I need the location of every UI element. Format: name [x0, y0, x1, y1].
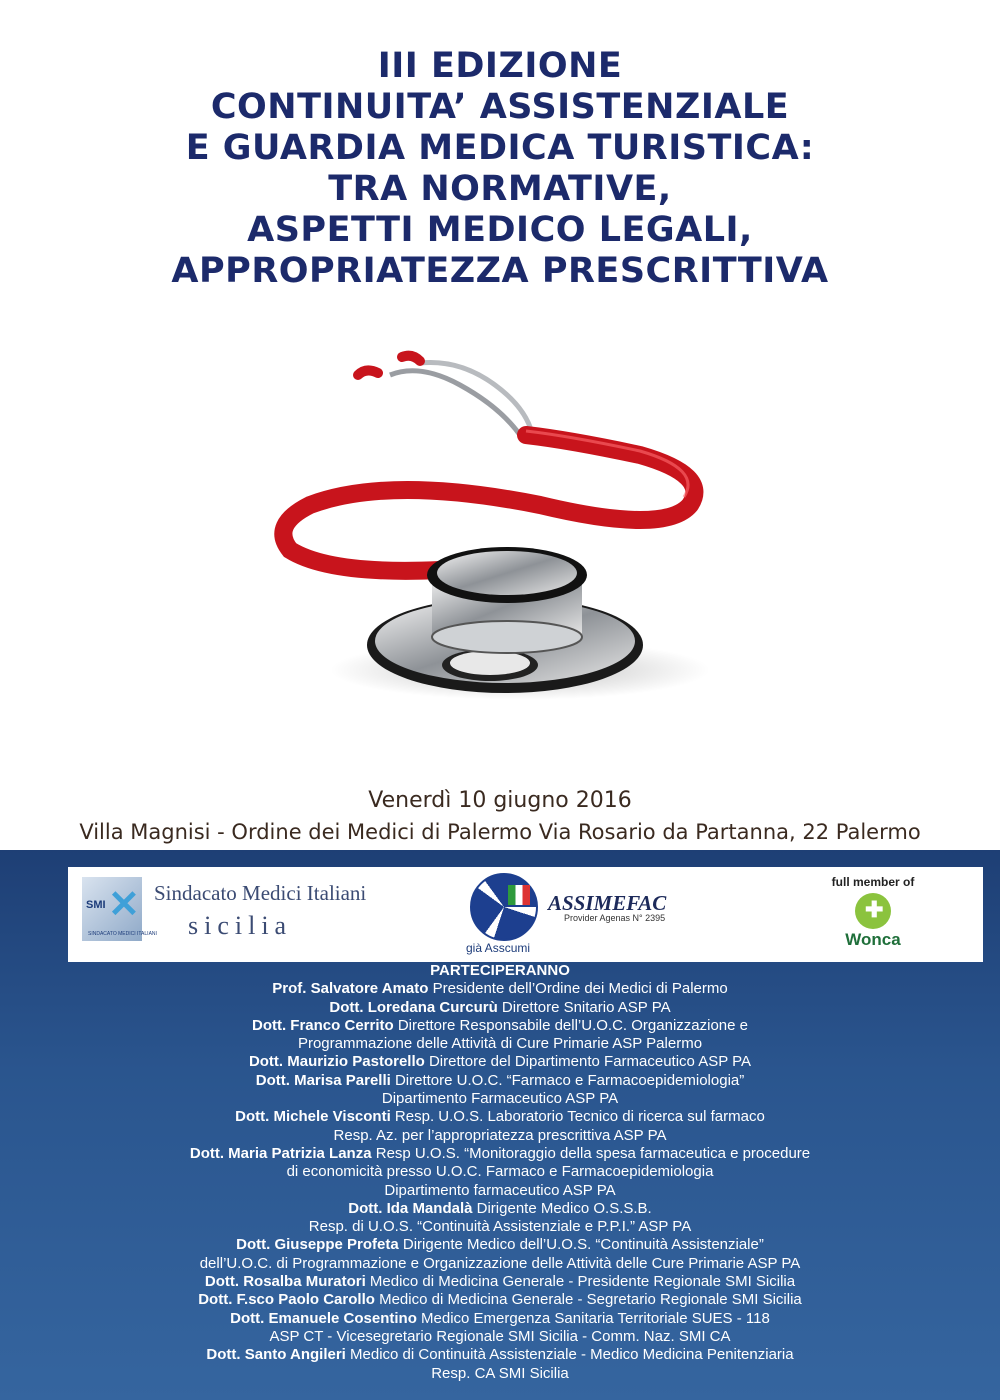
participant-line	[0, 999, 1000, 1017]
assimefac-caption: già Asscumi	[466, 941, 531, 955]
participant-line	[0, 1035, 1000, 1053]
event-venue: Villa Magnisi - Ordine dei Medici di Palermo Via Rosario da Partanna, 22 Palermo	[79, 820, 921, 844]
italian-flag-icon	[508, 885, 530, 905]
participant-name: Dott. F.sco Paolo Carollo	[198, 1291, 375, 1309]
participant-line	[0, 1108, 1000, 1126]
participant-line	[0, 1182, 1000, 1200]
participant-name: Dott. Marisa Parelli	[255, 1071, 391, 1089]
participant-line	[0, 1017, 1000, 1035]
participant-line	[0, 1090, 1000, 1108]
wonca-emblem-icon: ✚	[855, 893, 891, 929]
participant-line	[0, 1053, 1000, 1071]
participant-role: Programmazione delle Attività di Cure Primarie ASP Palermo	[297, 1035, 703, 1053]
participant-line	[0, 1127, 1000, 1145]
participant-name: Dott. Rosalba Muratori	[204, 1273, 366, 1291]
participant-name: Dott. Loredana Curcurù	[329, 998, 498, 1016]
smi-small-text: SINDACATO MEDICI ITALIANI	[88, 931, 157, 937]
participants-heading: PARTECIPERANNO	[430, 962, 570, 979]
participant-name: Prof. Salvatore Amato	[272, 980, 429, 998]
participant-line	[0, 980, 1000, 998]
participant-line	[0, 1273, 1000, 1291]
title-line: E GUARDIA MEDICA TURISTICA:	[185, 128, 815, 168]
title-line: CONTINUITA’ ASSISTENZIALE	[210, 87, 790, 127]
participant-role: ASP CT - Vicesegretario Regionale SMI Sicilia - Comm. Naz. SMI CA	[269, 1327, 731, 1345]
title-line: III EDIZIONE	[377, 46, 623, 86]
wonca-member-text: full member of	[831, 875, 915, 889]
smi-abbr: SMI	[86, 899, 106, 911]
participant-line	[0, 1255, 1000, 1273]
smi-logo	[82, 877, 367, 947]
title-line: APPROPRIATEZZA PRESCRITTIVA	[171, 251, 829, 291]
participant-role: Dipartimento farmaceutico ASP PA	[384, 1181, 616, 1199]
participant-role: Medico di Medicina Generale - Presidente Regionale SMI Sicilia	[365, 1273, 796, 1291]
camera-aperture-icon	[470, 873, 538, 941]
assimefac-name: ASSIMEFAC	[548, 891, 667, 915]
wonca-name: Wonca	[845, 930, 901, 949]
participant-name: Dott. Maurizio Pastorello	[248, 1053, 425, 1071]
participant-name: Dott. Maria Patrizia Lanza	[189, 1144, 372, 1162]
title-line: ASPETTI MEDICO LEGALI,	[247, 210, 753, 250]
participant-name: Dott. Ida Mandalà	[348, 1199, 473, 1217]
participant-role: Dirigente Medico O.S.S.B.	[472, 1199, 652, 1217]
participant-role: dell’U.O.C. di Programmazione e Organizzazione delle Attività delle Cure Primarie ASP PA	[199, 1254, 801, 1272]
stethoscope-illustration	[270, 345, 720, 715]
participant-role: Medico di Medicina Generale - Segretario Regionale SMI Sicilia	[374, 1291, 802, 1309]
participant-role: Dipartimento Farmaceutico ASP PA	[381, 1090, 619, 1108]
participant-name: Dott. Michele Visconti	[235, 1108, 391, 1126]
participant-role: Direttore Snitario ASP PA	[497, 998, 671, 1016]
event-date: Venerdì 10 giugno 2016	[368, 788, 632, 813]
participant-role: Medico Emergenza Sanitaria Territoriale SUES - 118	[416, 1309, 770, 1327]
participant-line	[0, 1163, 1000, 1181]
participant-line	[0, 1218, 1000, 1236]
participants-list	[0, 962, 1000, 1383]
participant-line	[0, 1310, 1000, 1328]
participant-name: Dott. Santo Angileri	[206, 1346, 346, 1364]
participant-name: Dott. Emanuele Cosentino	[230, 1309, 417, 1327]
participant-role: Direttore del Dipartimento Farmaceutico ASP PA	[424, 1053, 752, 1071]
participant-line	[0, 1145, 1000, 1163]
wonca-logo	[808, 875, 938, 955]
assimefac-provider: Provider Agenas N° 2395	[564, 913, 666, 923]
participant-role: Dirigente Medico dell’U.O.S. “Continuità Assistenziale”	[398, 1236, 764, 1254]
participant-role: Resp. U.O.S. Laboratorio Tecnico di ricerca sul farmaco	[390, 1108, 765, 1126]
smi-emblem-icon: SMI ✕ SINDACATO MEDICI ITALIANI	[82, 877, 142, 941]
smi-name: Sindacato Medici Italiani	[154, 881, 367, 905]
participant-name: Dott. Giuseppe Profeta	[236, 1236, 399, 1254]
participant-line	[0, 1200, 1000, 1218]
participant-line	[0, 1328, 1000, 1346]
event-title	[0, 46, 1000, 292]
smi-region: sicilia	[188, 911, 293, 940]
participant-role: Resp. di U.O.S. “Continuità Assistenziale e P.P.I.” ASP PA	[308, 1218, 692, 1236]
participant-line	[0, 1072, 1000, 1090]
participant-role: Resp U.O.S. “Monitoraggio della spesa farmaceutica e procedure	[371, 1144, 811, 1162]
title-line: TRA NORMATIVE,	[328, 169, 672, 209]
participant-line	[0, 1346, 1000, 1364]
participant-line	[0, 1365, 1000, 1383]
participant-name: Dott. Franco Cerrito	[251, 1016, 394, 1034]
participant-role: di economicità presso U.O.C. Farmaco e Farmacoepidemiologia	[286, 1163, 714, 1181]
sponsor-logos-bar	[68, 867, 983, 962]
participant-role: Resp. Az. per l’appropriatezza prescrittiva ASP PA	[333, 1126, 667, 1144]
participant-role: Presidente dell’Ordine dei Medici di Palermo	[428, 980, 728, 998]
participant-role: Direttore Responsabile dell’U.O.C. Organizzazione e	[393, 1016, 749, 1034]
participant-line	[0, 1291, 1000, 1309]
participant-role: Resp. CA SMI Sicilia	[431, 1364, 569, 1382]
participant-line	[0, 1236, 1000, 1254]
assimefac-logo	[468, 871, 728, 959]
participant-role: Medico di Continuità Assistenziale - Medico Medicina Penitenziaria	[345, 1346, 794, 1364]
participant-role: Direttore U.O.C. “Farmaco e Farmacoepidemiologia”	[390, 1071, 745, 1089]
